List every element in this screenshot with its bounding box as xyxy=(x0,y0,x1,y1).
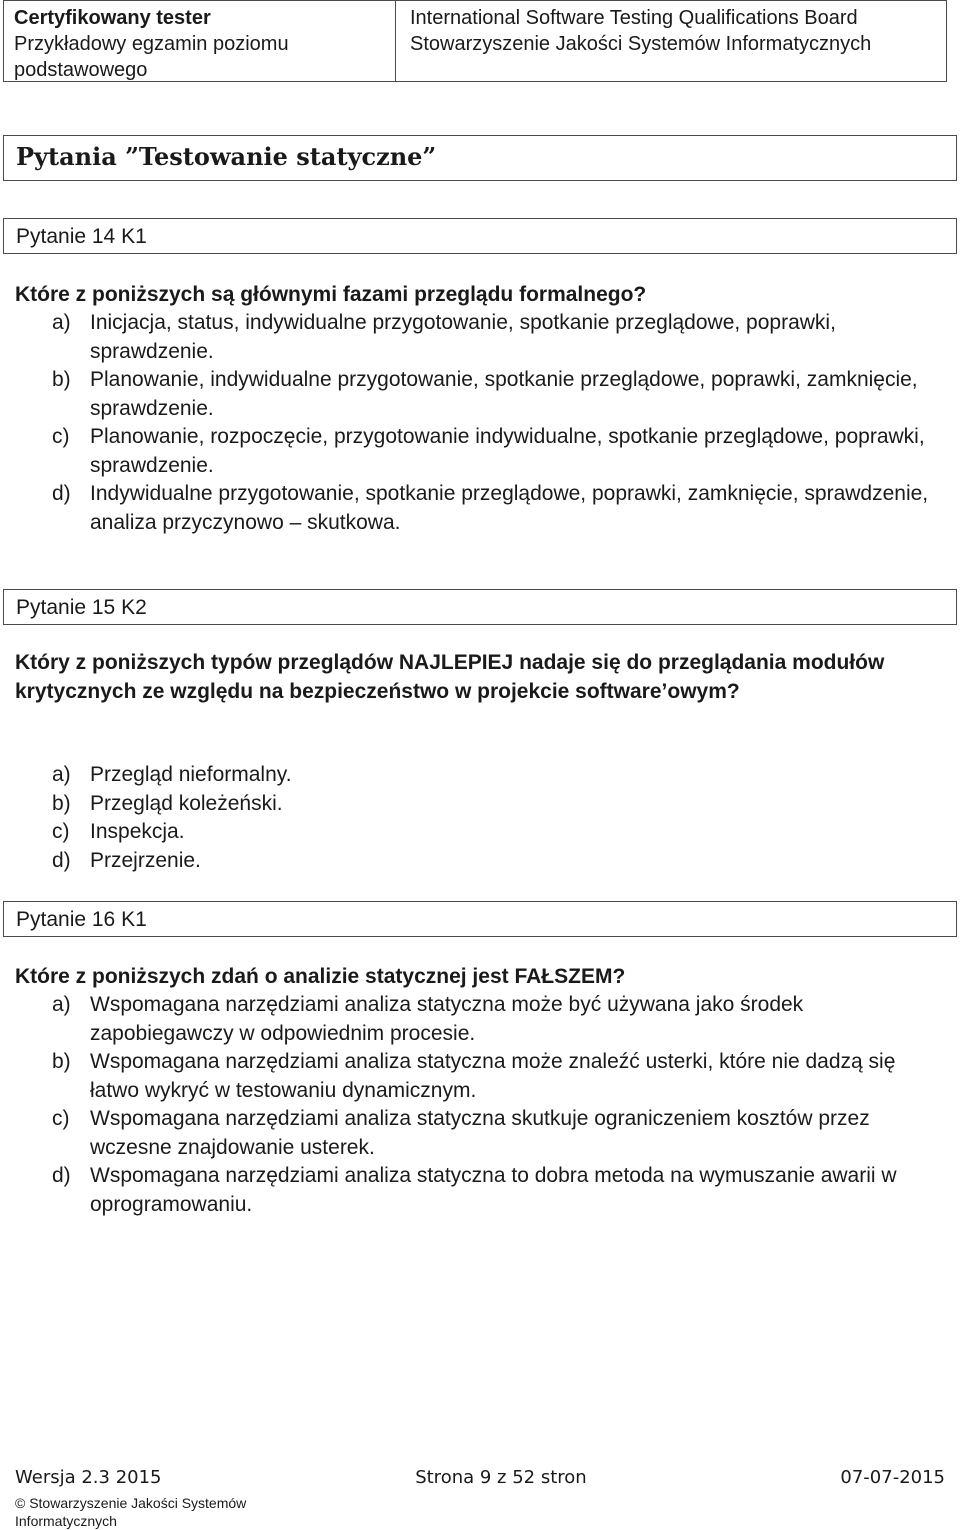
answer-letter: c) xyxy=(52,425,70,448)
answer-text: Wspomagana narzędziami analiza statyczna może być używana jako środek zapobiegawczy w odpowiednim procesie. xyxy=(90,993,804,1045)
answer-option xyxy=(52,423,942,480)
question-text: Które z poniższych zdań o analizie statycznej jest FAŁSZEM? xyxy=(15,965,626,988)
answer-text: Przegląd nieformalny. xyxy=(90,763,292,786)
exam-subtitle: Przykładowy egzamin poziomu podstawowego xyxy=(14,33,289,81)
answer-option xyxy=(52,366,942,423)
answer-option xyxy=(52,991,942,1048)
answer-letter: c) xyxy=(52,820,70,843)
answer-text: Wspomagana narzędziami analiza statyczna może znaleźć usterki, które nie dadzą się łatwo wykryć w testowaniu dynamicznym. xyxy=(90,1050,896,1102)
answer-letter: b) xyxy=(52,368,71,391)
answer-letter: b) xyxy=(52,1050,71,1073)
answer-option xyxy=(52,1162,942,1219)
footer-date: 07-07-2015 xyxy=(840,1467,945,1488)
answer-text: Wspomagana narzędziami analiza statyczna skutkuje ograniczeniem kosztów przez wczesne znajdowanie usterek. xyxy=(90,1107,870,1159)
certification-title: Certyfikowany tester xyxy=(14,7,211,29)
answer-option xyxy=(52,847,942,876)
answer-list xyxy=(52,309,942,537)
question-text: Który z poniższych typów przeglądów NAJLEPIEJ nadaje się do przeglądania modułów krytycznych ze względu na bezpieczeństwo w projekcie software’owym? xyxy=(15,651,885,703)
answer-option xyxy=(52,818,942,847)
question-label: Pytanie 15 K2 xyxy=(3,589,957,625)
answer-option xyxy=(52,480,942,537)
answer-letter: c) xyxy=(52,1107,70,1130)
footer-page-number: Strona 9 z 52 stron xyxy=(415,1467,587,1488)
answer-list xyxy=(52,991,942,1219)
header-right-cell xyxy=(396,1,946,81)
header-left-cell xyxy=(4,1,396,81)
answer-option xyxy=(52,1105,942,1162)
answer-text: Inspekcja. xyxy=(90,820,185,843)
answer-text: Planowanie, indywidualne przygotowanie, spotkanie przeglądowe, poprawki, zamknięcie, sprawdzenie. xyxy=(90,368,918,420)
question-label: Pytanie 14 K1 xyxy=(3,218,957,254)
answer-text: Inicjacja, status, indywidualne przygotowanie, spotkanie przeglądowe, poprawki, sprawdzenie. xyxy=(90,311,836,363)
answer-letter: d) xyxy=(52,1164,71,1187)
answer-letter: b) xyxy=(52,791,71,815)
answer-option xyxy=(52,309,942,366)
answer-option xyxy=(52,761,942,790)
footer-version: Wersja 2.3 2015 xyxy=(15,1467,162,1488)
answer-letter: a) xyxy=(52,763,71,786)
answer-letter: d) xyxy=(52,848,71,872)
section-title: Pytania ”Testowanie statyczne” xyxy=(3,135,957,181)
answer-list xyxy=(52,761,942,875)
answer-letter: d) xyxy=(52,482,71,505)
answer-text: Indywidualne przygotowanie, spotkanie przeglądowe, poprawki, zamknięcie, sprawdzenie, analiza przyczynowo – skutkowa. xyxy=(90,482,929,534)
association-name: Stowarzyszenie Jakości Systemów Informatycznych xyxy=(410,33,872,55)
page-header xyxy=(3,0,947,82)
answer-option xyxy=(52,790,942,819)
answer-letter: a) xyxy=(52,311,71,334)
footer-copyright: © Stowarzyszenie Jakości Systemów Informatycznych xyxy=(15,1495,247,1529)
answer-text: Planowanie, rozpoczęcie, przygotowanie indywidualne, spotkanie przeglądowe, poprawki, sprawdzenie. xyxy=(90,425,925,477)
question-text: Które z poniższych są głównymi fazami przeglądu formalnego? xyxy=(15,283,647,306)
answer-text: Przejrzenie. xyxy=(90,848,201,872)
answer-text: Wspomagana narzędziami analiza statyczna to dobra metoda na wymuszanie awarii w oprogramowaniu. xyxy=(90,1164,897,1216)
question-label: Pytanie 16 K1 xyxy=(3,901,957,937)
board-name: International Software Testing Qualifications Board xyxy=(410,7,858,29)
answer-text: Przegląd koleżeński. xyxy=(90,791,283,815)
answer-option xyxy=(52,1048,942,1105)
page-footer xyxy=(15,1467,945,1488)
answer-letter: a) xyxy=(52,993,71,1016)
